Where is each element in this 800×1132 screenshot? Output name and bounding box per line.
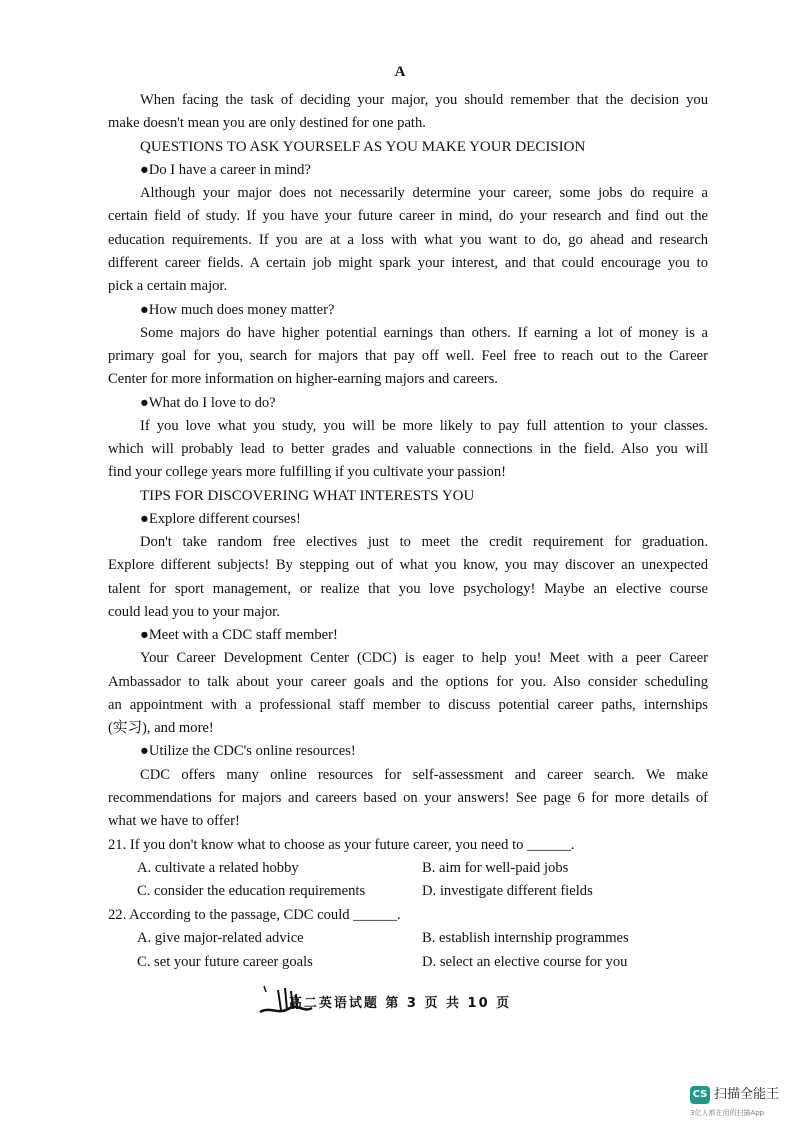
paragraph-line: could lead you to your major. [108,604,280,620]
question-22-option-a: A. give major-related advice [137,930,304,946]
paragraph-line: Your Career Development Center (CDC) is eager to help you! Meet with a peer Career [140,650,708,666]
paragraph-line: certain field of study. If you have your future career in mind, do your research and find out the [108,208,708,224]
bullet-heading: ●Do I have a career in mind? [140,162,311,178]
paragraph-line: find your college years more fulfilling if you cultivate your passion! [108,464,506,480]
paragraph-line: recommendations for majors and careers based on your answers! See page 6 for more details of [108,790,708,806]
paragraph-line: education requirements. If you are at a loss with what you want to do, go ahead and research [108,232,708,248]
paragraph-line: CDC offers many online resources for self-assessment and career search. We make [140,767,708,783]
section-heading: TIPS FOR DISCOVERING WHAT INTERESTS YOU [140,488,475,504]
question-21-option-c: C. consider the education requirements [137,883,366,899]
scanner-tagline: 3亿人都在用的扫描App [690,1109,765,1117]
paragraph-line: Don't take random free electives just to meet the credit requirement for graduation. [140,534,708,550]
bullet-heading: ●Explore different courses! [140,511,301,527]
paragraph-line: Although your major does not necessarily determine your career, some jobs do require a [140,185,708,201]
scanner-app-name: 扫描全能王 [714,1087,780,1102]
paragraph-line: make doesn't mean you are only destined for one path. [108,115,426,131]
question-22-option-d: D. select an elective course for you [422,954,628,970]
bullet-heading: ●Utilize the CDC's online resources! [140,743,356,759]
paragraph-line: primary goal for you, search for majors that pay off well. Feel free to reach out to the Career [108,348,708,364]
bullet-heading: ●How much does money matter? [140,302,335,318]
paragraph-line: Ambassador to talk about your career goals and the options for you. Also consider scheduling [108,674,708,690]
scanner-logo-icon: CS [690,1086,710,1104]
question-22-option-c: C. set your future career goals [137,954,313,970]
bullet-heading: ●What do I love to do? [140,395,276,411]
page-footer: 高二英语试题 第 3 页 共 10 页 [288,996,512,1011]
paragraph-line: which will probably lead to better grades and valuable connections in the field. Also you will [108,441,708,457]
paragraph-line: (实习), and more! [108,720,214,736]
bullet-heading: ●Meet with a CDC staff member! [140,627,338,643]
paragraph-line: pick a certain major. [108,278,228,294]
paragraph-line: an appointment with a professional staff member to discuss potential career paths, internships [108,697,708,713]
paragraph-line: different career fields. A certain job might spark your interest, and that could encourage you to [108,255,708,271]
question-21-option-a: A. cultivate a related hobby [137,860,299,876]
paragraph-line: If you love what you study, you will be more likely to pay full attention to your classes. [140,418,708,434]
paragraph-line: Explore different subjects! By stepping out of what you know, you may discover an unexpected [108,557,708,573]
question-21-option-b: B. aim for well-paid jobs [422,860,569,876]
question-22-stem: 22. According to the passage, CDC could ______. [108,907,401,923]
question-21-stem: 21. If you don't know what to choose as your future career, you need to ______. [108,837,575,853]
paragraph-line: talent for sport management, or realize that you love psychology! Maybe an elective course [108,581,708,597]
question-21-option-d: D. investigate different fields [422,883,593,899]
question-22-option-b: B. establish internship programmes [422,930,629,946]
section-title: A [394,64,406,80]
paragraph-line: what we have to offer! [108,813,240,829]
paragraph-line: Center for more information on higher-earning majors and careers. [108,371,498,387]
section-heading: QUESTIONS TO ASK YOURSELF AS YOU MAKE YOUR DECISION [140,139,586,155]
paragraph-line: Some majors do have higher potential earnings than others. If earning a lot of money is a [140,325,708,341]
paragraph-line: When facing the task of deciding your major, you should remember that the decision you [140,92,708,108]
